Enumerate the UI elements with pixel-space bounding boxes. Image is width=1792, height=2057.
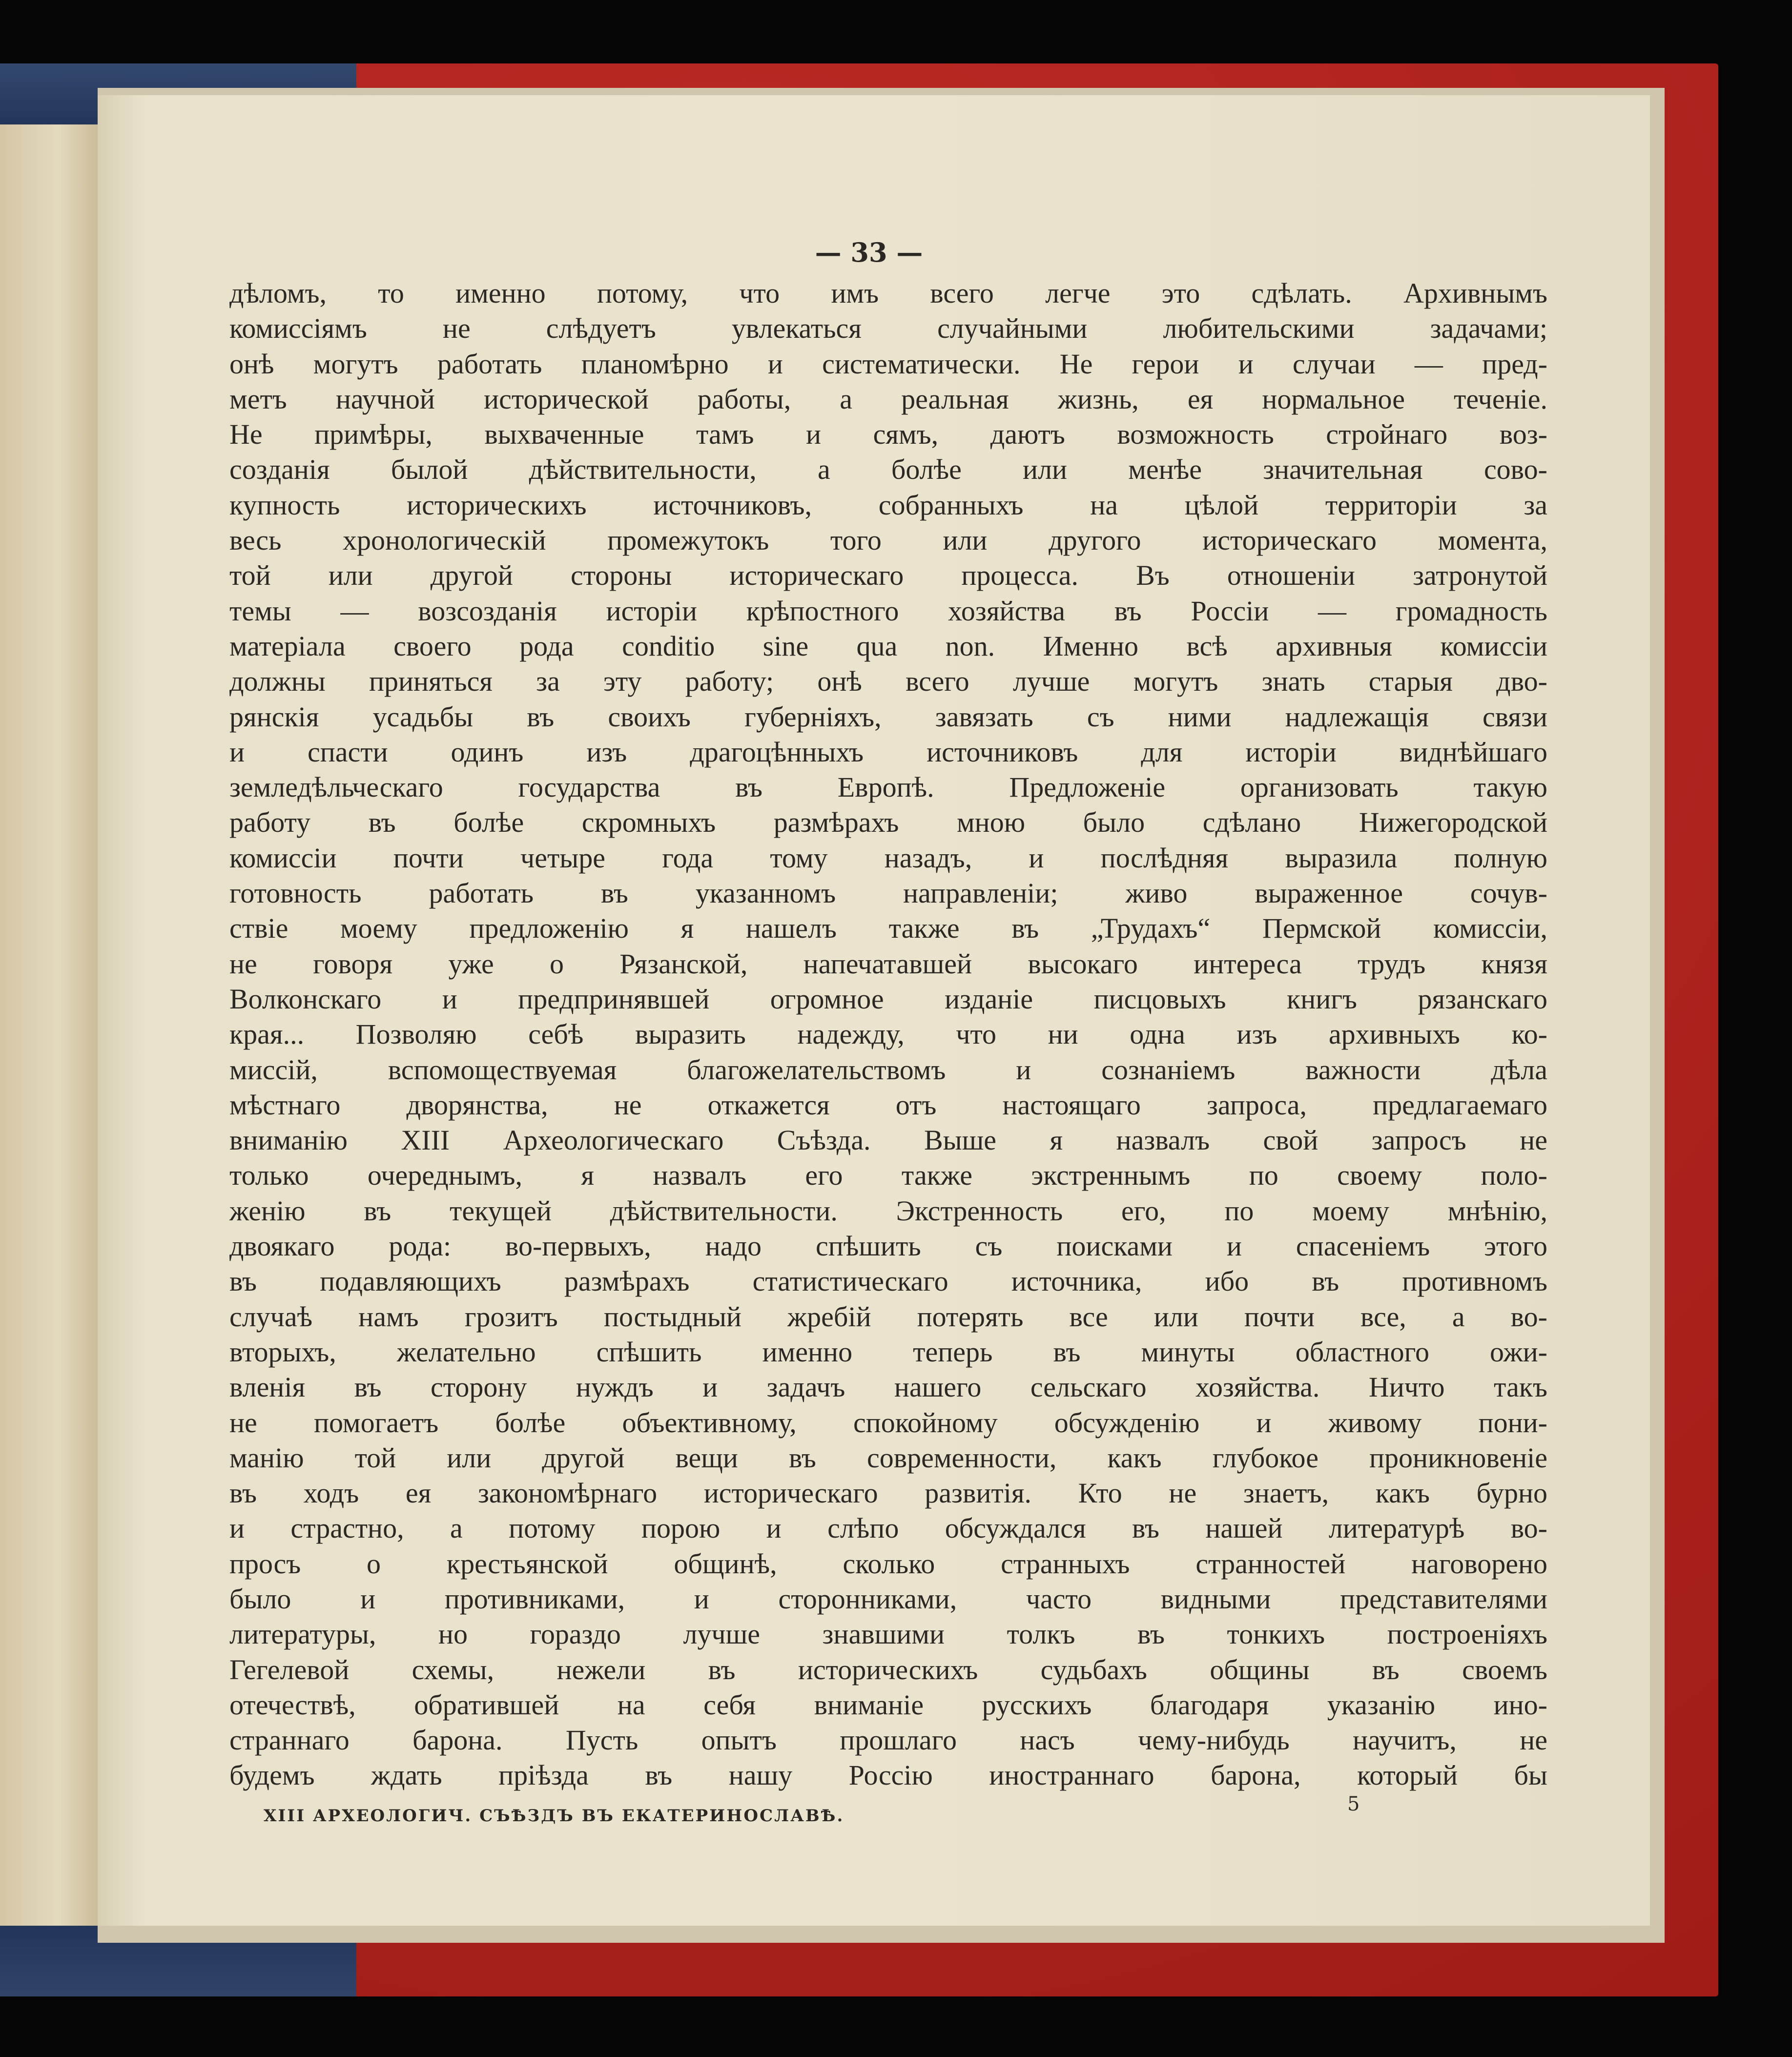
text-line: литературы, но гораздо лучше знавшими толкъ въ тонкихъ построеніяхъ [229,1618,1547,1650]
text-line: той или другой стороны историческаго процесса. Въ отношеніи затронутой [229,559,1547,592]
text-line: и страстно, а потому порою и слѣпо обсуждался въ нашей литературѣ во- [229,1512,1547,1544]
text-line: мѣстнаго дворянства, не откажется отъ настоящаго запроса, предлагаемаго [229,1089,1547,1121]
text-line: весь хронологическій промежутокъ того или другого историческаго момента, [229,524,1547,556]
text-line: земледѣльческаго государства въ Европѣ. Предложеніе организовать такую [229,771,1547,803]
text-line: вниманію XIII Археологическаго Съѣзда. Выше я назвалъ свой запросъ не [229,1124,1547,1156]
text-line: купность историческихъ источниковъ, собранныхъ на цѣлой территоріи за [229,489,1547,521]
text-line: Гегелевой схемы, нежели въ историческихъ судьбахъ общины въ своемъ [229,1653,1547,1686]
text-line: комиссіи почти четыре года тому назадъ, и послѣдняя выразила полную [229,842,1547,874]
text-line: края... Позволяю себѣ выразить надежду, что ни одна изъ архивныхъ ко- [229,1018,1547,1050]
facing-page-edge [0,124,98,1926]
text-line: въ ходъ ея закономѣрнаго историческаго развитія. Кто не знаетъ, какъ бурно [229,1477,1547,1509]
book-page [98,95,1650,1926]
text-line: вторыхъ, желательно спѣшить именно теперь въ минуты областного ожи- [229,1336,1547,1368]
text-line: миссій, вспомоществуемая благожелательствомъ и сознаніемъ важности дѣла [229,1053,1547,1086]
text-line: Не примѣры, выхваченные тамъ и сямъ, даютъ возможность стройнаго воз- [229,418,1547,451]
text-line: только очереднымъ, я назвалъ его также экстреннымъ по своему поло- [229,1159,1547,1192]
signature-mark: XIII АРХЕОЛОГИЧ. СЪѢЗДЪ ВЪ ЕКАТЕРИНОСЛАВѢ. [264,1806,845,1826]
body-text [229,276,1547,1793]
text-line: работу въ болѣе скромныхъ размѣрахъ мною было сдѣлано Нижегородской [229,806,1547,839]
text-line: отечествѣ, обратившей на себя вниманіе русскихъ благодаря указанію ино- [229,1688,1547,1721]
text-line: должны приняться за эту работу; онѣ всего лучше могутъ знать старыя дво- [229,665,1547,698]
text-line: въ подавляющихъ размѣрахъ статистическаго источника, ибо въ противномъ [229,1265,1547,1297]
page-number-header: — 33 — [815,237,923,268]
text-line: дѣломъ, то именно потому, что имъ всего легче это сдѣлать. Архивнымъ [229,277,1547,309]
text-line: двоякаго рода: во-первыхъ, надо спѣшить съ поисками и спасеніемъ этого [229,1230,1547,1262]
text-line: метъ научной исторической работы, а реальная жизнь, ея нормальное теченіе. [229,383,1547,415]
text-line: и спасти одинъ изъ драгоцѣнныхъ источниковъ для исторіи виднѣйшаго [229,736,1547,768]
text-line: страннаго барона. Пусть опытъ прошлаго насъ чему-нибудь научитъ, не [229,1724,1547,1756]
text-line: случаѣ намъ грозитъ постыдный жребій потерять все или почти все, а во- [229,1300,1547,1333]
text-line: Волконскаго и предпринявшей огромное изданіе писцовыхъ книгъ рязанскаго [229,983,1547,1015]
text-line: просъ о крестьянской общинѣ, сколько странныхъ странностей наговорено [229,1547,1547,1580]
sheet-number: 5 [1347,1793,1360,1815]
text-line: не говоря уже о Рязанской, напечатавшей высокаго интереса трудъ князя [229,947,1547,980]
text-line: вленія въ сторону нуждъ и задачъ нашего сельскаго хозяйства. Ничто такъ [229,1371,1547,1403]
text-line: готовность работать въ указанномъ направленіи; живо выраженное сочув- [229,877,1547,909]
text-line: рянскія усадьбы въ своихъ губерніяхъ, завязать съ ними надлежащія связи [229,700,1547,733]
text-line: было и противниками, и сторонниками, часто видными представителями [229,1583,1547,1615]
text-line: темы — возсозданія исторіи крѣпостного хозяйства въ Россіи — громадность [229,595,1547,627]
text-line: комиссіямъ не слѣдуетъ увлекаться случайными любительскими задачами; [229,312,1547,345]
text-line: созданія былой дѣйствительности, а болѣе или менѣе значительная сово- [229,453,1547,486]
text-line: будемъ ждать пріѣзда въ нашу Россію иностраннаго барона, который бы [229,1759,1547,1791]
text-line: женію въ текущей дѣйствительности. Экстренность его, по моему мнѣнію, [229,1194,1547,1227]
text-line: онѣ могутъ работать планомѣрно и систематически. Не герои и случаи — пред- [229,348,1547,380]
text-line: манію той или другой вещи въ современности, какъ глубокое проникновеніе [229,1441,1547,1474]
text-line: ствіе моему предложенію я нашелъ также въ „Трудахъ“ Пермской комиссіи, [229,912,1547,945]
text-line: не помогаетъ болѣе объективному, спокойному обсужденію и живому пони- [229,1406,1547,1439]
text-line: матеріала своего рода conditio sine qua non. Именно всѣ архивныя комиссіи [229,630,1547,662]
